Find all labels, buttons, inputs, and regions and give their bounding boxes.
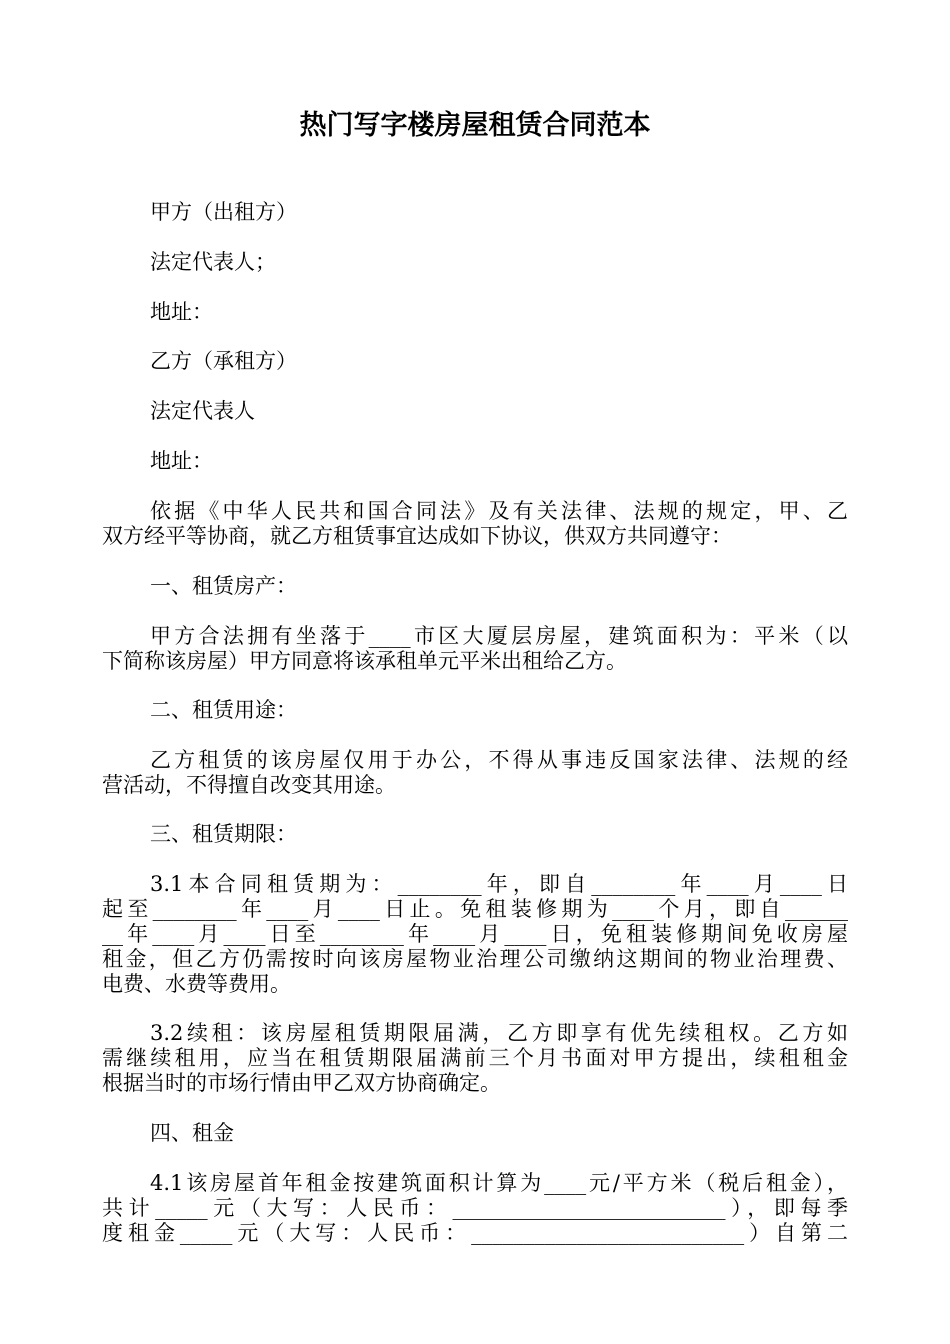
paragraph-line: 电费、水费等费用。	[102, 972, 291, 996]
paragraph-line: 起至________年____月____日止。免租装修期为____个月，即自______	[102, 897, 848, 921]
document-title: 热门写字楼房屋租赁合同范本	[299, 110, 651, 141]
preamble-line: 依据《中华人民共和国合同法》及有关法律、法规的规定，甲、乙	[150, 499, 848, 523]
section-heading: 二、租赁用途：	[150, 698, 297, 722]
section-heading: 三、租赁期限：	[150, 822, 297, 846]
paragraph-line: __年____月____日至________年____月____日，免租装修期间免收房屋	[102, 922, 848, 946]
party-a-heading: 甲方（出租方）	[150, 200, 297, 224]
paragraph-line: 共计_____元（大写：人民币：__________________________），即每季	[102, 1196, 848, 1220]
party-b-heading: 乙方（承租方）	[150, 349, 297, 373]
party-a-representative: 法定代表人；	[150, 250, 276, 274]
paragraph-line: 需继续租用，应当在租赁期限届满前三个月书面对甲方提出，续租租金	[102, 1046, 848, 1070]
paragraph-line: 3.1本合同租赁期为：________年，即自________年____月____日	[150, 872, 848, 896]
paragraph-line: 下简称该房屋）甲方同意将该承租单元平米出租给乙方。	[102, 649, 627, 673]
paragraph-line: 甲方合法拥有坐落于____市区大厦层房屋，建筑面积为：平米（以	[150, 624, 848, 648]
section-heading: 四、租金	[150, 1121, 234, 1145]
paragraph-line: 根据当时的市场行情由甲乙双方协商确定。	[102, 1071, 501, 1095]
party-b-address: 地址：	[150, 449, 213, 473]
party-b-representative: 法定代表人	[150, 399, 255, 423]
paragraph-line: 营活动，不得擅自改变其用途。	[102, 773, 396, 797]
paragraph-line: 3.2续租：该房屋租赁期限届满，乙方即享有优先续租权。乙方如	[150, 1021, 848, 1045]
paragraph-line: 4.1该房屋首年租金按建筑面积计算为____元/平方米（税后租金），	[150, 1171, 848, 1195]
paragraph-line: 度租金_____元（大写：人民币：__________________________）自第二	[102, 1221, 848, 1245]
paragraph-line: 乙方租赁的该房屋仅用于办公，不得从事违反国家法律、法规的经	[150, 748, 848, 772]
paragraph-line: 租金，但乙方仍需按时向该房屋物业治理公司缴纳这期间的物业治理费、	[102, 947, 848, 971]
preamble-line: 双方经平等协商，就乙方租赁事宜达成如下协议，供双方共同遵守：	[102, 524, 732, 548]
section-heading: 一、租赁房产：	[150, 574, 297, 598]
party-a-address: 地址：	[150, 300, 213, 324]
